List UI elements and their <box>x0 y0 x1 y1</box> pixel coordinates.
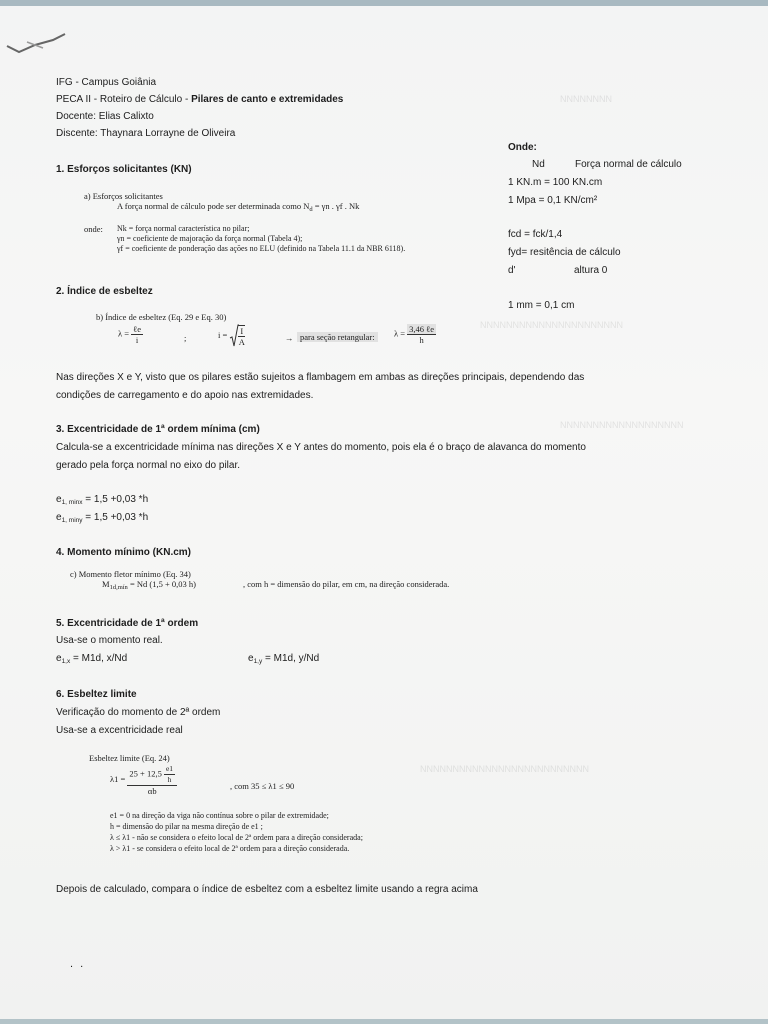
min-moment-note: , com h = dimensão do pilar, em cm, na direção considerada. <box>243 579 450 589</box>
radius-lhs: i = <box>218 329 228 340</box>
e1y-sub: 1,y <box>253 658 263 665</box>
lambda-den: i <box>135 335 139 345</box>
s1-def-nk: Nk = força normal característica no pilar; <box>117 224 250 233</box>
s6-paragraph-line2: Usa-se a excentricidade real <box>56 725 183 736</box>
s1-onde: onde: <box>84 224 103 234</box>
legend-d-desc: altura 0 <box>574 265 608 276</box>
section-3-title: 3. Excentricidade de 1ª ordem mínima (cm) <box>56 424 260 435</box>
rect-label-text: para seção retangular: <box>297 332 378 342</box>
e1y-base: e <box>248 653 254 664</box>
e1x-tail: = M1d, x/Nd <box>70 653 128 664</box>
scan-edge-bottom <box>0 1019 768 1024</box>
e1-miny-base: e <box>56 512 62 523</box>
s1-normal-force-line <box>117 201 359 215</box>
final-paragraph: Depois de calculado, compara o índice de esbeltez com a esbeltez limite usando a regra acima <box>56 884 478 895</box>
staple-icon <box>5 28 69 58</box>
lambda-lhs: λ = <box>118 328 130 339</box>
s1-def-gamma-n: γn = coeficiente de majoração da força normal (Tabela 4); <box>117 234 303 243</box>
s1-def-gamma-f: γf = coeficiente de ponderação das ações no ELU (definido na Tabela 11.1 da NBR 6118). <box>117 244 406 253</box>
rect-den: h <box>419 335 424 345</box>
limit-denominator: αb <box>147 786 157 796</box>
legend-fcd: fcd = fck/1,4 <box>508 229 563 240</box>
student-text: Discente: Thaynara Lorrayne de Oliveira <box>56 128 236 139</box>
e1-over-h-num: e1 <box>165 764 174 773</box>
rect-lhs: λ = <box>394 328 406 339</box>
e1y-tail: = M1d, y/Nd <box>262 653 320 664</box>
section-2-title: 2. Índice de esbeltez <box>56 286 153 297</box>
e1x-sub: 1,x <box>61 658 71 665</box>
legend-conv-mm: 1 mm = 0,1 cm <box>508 300 575 311</box>
radius-den: A <box>238 337 245 347</box>
scan-edge-top <box>0 0 768 6</box>
e1-miny-tail: = 1,5 +0,03 *h <box>82 512 149 523</box>
section-4-title: 4. Momento mínimo (KN.cm) <box>56 547 192 558</box>
s1-line-tail: = γn . γf . Nk <box>312 201 360 211</box>
limit-condition: , com 35 ≤ λ1 ≤ 90 <box>230 781 295 791</box>
e1-minx-tail: = 1,5 +0,03 *h <box>82 494 149 505</box>
rect-fraction <box>407 324 436 345</box>
e1-miny-sub: 1, miny <box>61 517 83 524</box>
limit-num-const: 25 + 12,5 <box>129 768 162 779</box>
e1-over-h <box>164 764 175 785</box>
min-moment-tail: = Nd (1,5 + 0,03 h) <box>127 579 196 589</box>
limit-fraction <box>127 764 177 796</box>
legend-title: Onde: <box>508 142 537 153</box>
radius-fraction <box>238 325 245 347</box>
formula-separator: ; <box>184 333 187 343</box>
legend-conv-knm: 1 KN.m = 100 KN.cm <box>508 177 603 188</box>
min-moment-sub: 1d,mín <box>109 584 128 591</box>
e1x-base: e <box>56 653 62 664</box>
legend-conv-mpa: 1 Mpa = 0,1 KN/cm² <box>508 195 598 206</box>
s5-paragraph: Usa-se o momento real. <box>56 635 163 646</box>
radius-num: I <box>240 326 244 336</box>
s4-subtitle: c) Momento fletor mínimo (Eq. 34) <box>70 569 191 579</box>
rect-num: 3,46 ℓe <box>409 324 435 334</box>
s6-subtitle: Esbeltez limite (Eq. 24) <box>89 753 170 763</box>
legend-nd-symbol: Nd <box>532 159 545 170</box>
course-prefix: PECA II - Roteiro de Cálculo - <box>56 94 192 105</box>
lambda-fraction <box>131 324 143 345</box>
bleed-through-mark: NNNNNNNNNNNNNNNNNNN <box>560 420 684 430</box>
course-title: Pilares de canto e extremidades <box>191 94 344 105</box>
slenderness-limit-formula <box>110 764 177 796</box>
footer-dots: . . <box>70 958 86 970</box>
section-5-title: 5. Excentricidade de 1ª ordem <box>56 618 199 629</box>
limit-lhs: λ1 = <box>110 773 126 784</box>
radius-formula <box>218 324 245 348</box>
section-1-title: 1. Esforços solicitantes (KN) <box>56 164 192 175</box>
s6-note-e1: e1 = 0 na direção da viga não contínua sobre o pilar de extremidade; <box>110 811 329 820</box>
s1-subtitle: a) Esforços solicitantes <box>84 191 163 201</box>
min-moment-base: M <box>102 579 110 589</box>
s2-paragraph-line2: condições de carregamento e do apoio nas extremidades. <box>56 390 314 401</box>
section-6-title: 6. Esbeltez limite <box>56 689 137 700</box>
e1-over-h-den: h <box>167 775 172 784</box>
lambda-formula <box>118 324 143 345</box>
s6-note-h: h = dimensão do pilar na mesma direção de e1 ; <box>110 822 263 831</box>
e1x-formula <box>56 652 127 668</box>
e1-minx-base: e <box>56 494 62 505</box>
bleed-through-mark: NNNNNNNN <box>560 94 612 104</box>
e1y-formula <box>248 652 319 668</box>
bleed-through-mark: NNNNNNNNNNNNNNNNNNNNNN <box>480 320 623 330</box>
e1-minx-formula <box>56 493 148 509</box>
legend-d-symbol: d' <box>508 265 516 276</box>
s1-line-text: A força normal de cálculo pode ser determinada como N <box>117 201 310 211</box>
s6-paragraph-line1: Verificação do momento de 2ª ordem <box>56 707 221 718</box>
course-line <box>56 93 343 106</box>
teacher-text: Docente: Elias Calixto <box>56 111 154 122</box>
e1-miny-formula <box>56 511 148 527</box>
s3-paragraph-line1: Calcula-se a excentricidade mínima nas direções X e Y antes do momento, pois ela é o braço de alavanca do momento <box>56 442 586 453</box>
lambda-num: ℓe <box>133 324 142 334</box>
s2-paragraph-line1: Nas direções X e Y, visto que os pilares estão sujeitos a flambagem em ambas as direções principais, dependendo das <box>56 372 585 383</box>
min-moment-formula <box>102 579 196 593</box>
rect-formula <box>394 324 436 345</box>
legend-nd-desc: Força normal de cálculo <box>575 159 682 170</box>
institution-text: IFG - Campus Goiânia <box>56 77 157 88</box>
s6-note-no-second-order: λ ≤ λ1 - não se considera o efeito local de 2ª ordem para a direção considerada; <box>110 833 363 842</box>
e1-minx-sub: 1, minx <box>61 499 83 506</box>
s1-line-sub: d <box>309 206 313 213</box>
limit-numerator <box>127 764 177 786</box>
bleed-through-mark: NNNNNNNNNNNNNNNNNNNNNNNNNN <box>420 764 589 774</box>
arrow-icon: → <box>285 333 294 343</box>
s6-note-second-order: λ > λ1 - se considera o efeito local de 2ª ordem para a direção considerada. <box>110 844 350 853</box>
s3-paragraph-line2: gerado pela força normal no eixo do pilar. <box>56 460 241 471</box>
rect-section-label <box>297 332 378 342</box>
legend-fyd: fyd= resitência de cálculo <box>508 247 621 258</box>
s2-subtitle: b) Índice de esbeltez (Eq. 29 e Eq. 30) <box>96 312 227 322</box>
